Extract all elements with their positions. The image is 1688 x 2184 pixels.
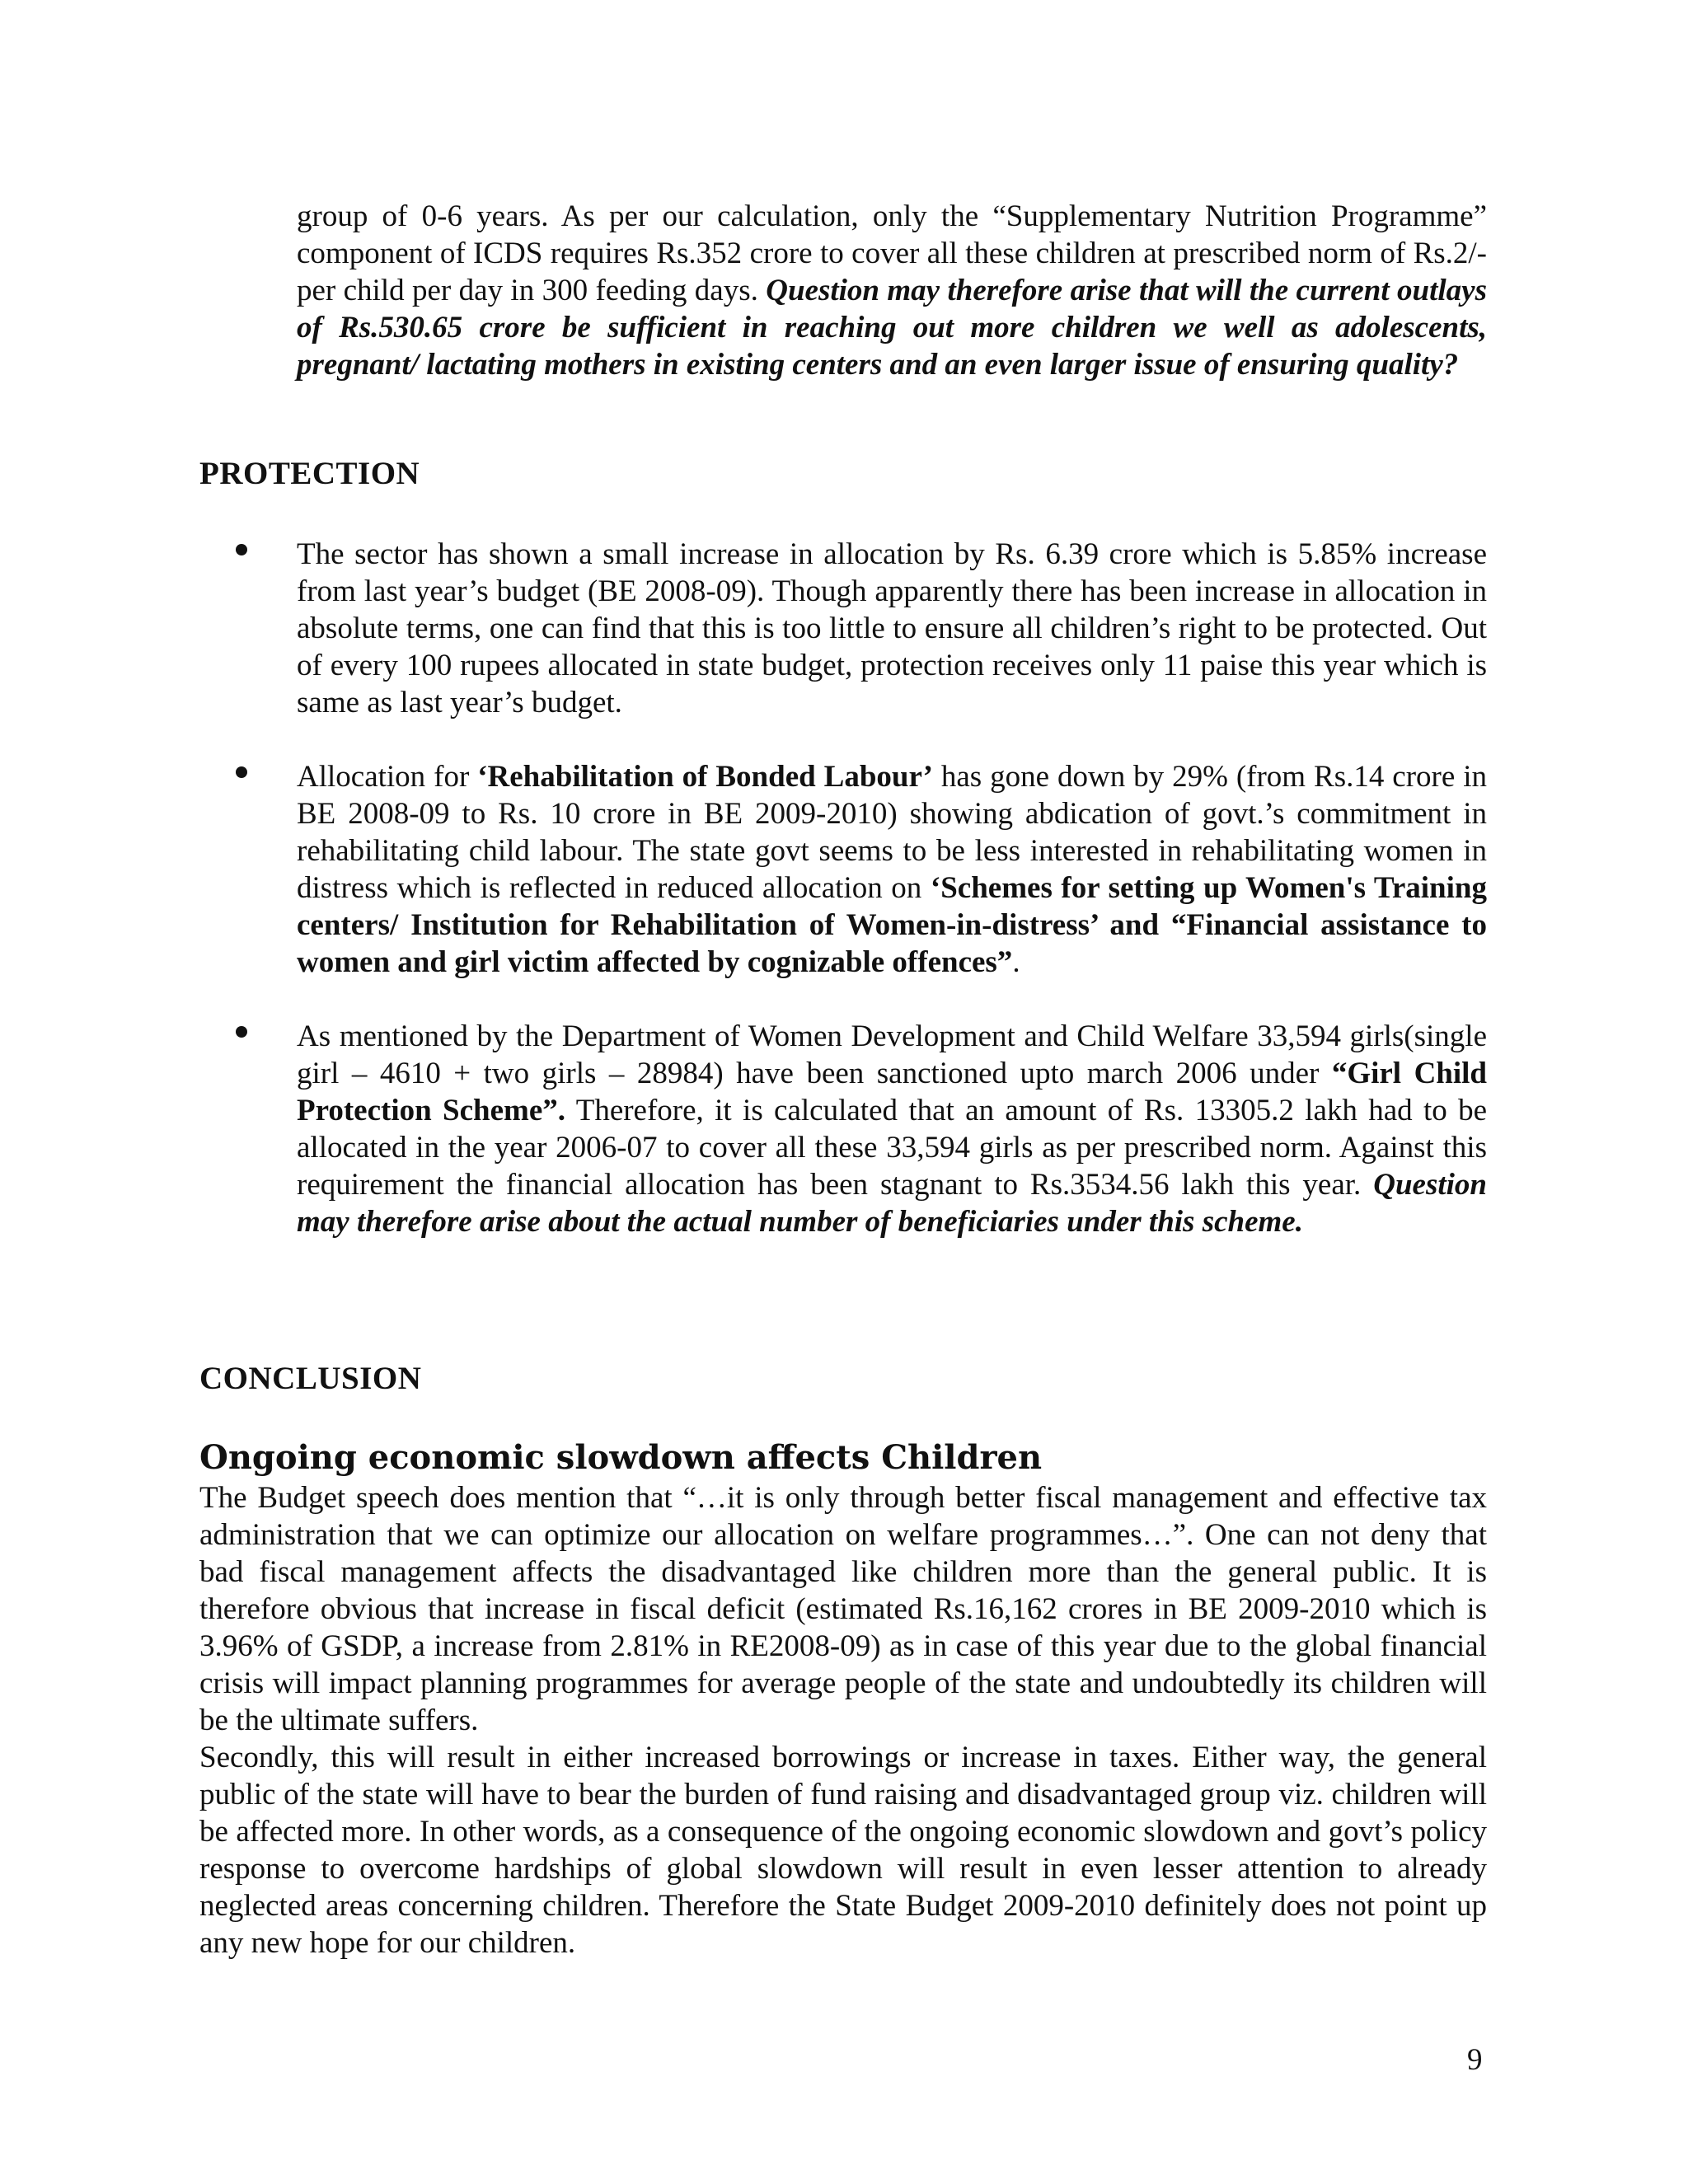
bullet-bold-text: ‘Rehabilitation of Bonded Labour’ xyxy=(477,760,933,794)
conclusion-paragraph-2: Secondly, this will result in either increased borrowings or increase in taxes. Either way, the general public of the state will have to bear the burden of fund raising and disadvantaged group viz. children will be affected more. In other words, as a consequence of the ongoing economic slowdown and govt’s policy response to overcome hardships of global slowdown will result in even lesser attention to already neglected areas concerning children. Therefore the State Budget 2009-2010 definitely does not point up any new hope for our children. xyxy=(199,1741,1487,1960)
intro-question: Question may therefore arise that will the current outlays of Rs.530.65 crore be sufficient in reaching out more children we well as adolescents, pregnant/ lactating mothers in existing centers and an even larger issue of ensuring quality? xyxy=(297,274,1487,382)
protection-heading: PROTECTION xyxy=(199,456,420,491)
bullet-icon xyxy=(236,1026,247,1038)
conclusion-subheading: Ongoing economic slowdown affects Children xyxy=(199,1438,1043,1477)
conclusion-body xyxy=(199,1479,1487,1961)
bullet-text-part: Therefore, it is calculated that an amount of Rs. 13305.2 lakh had to be allocated in the year 2006-07 to cover all these 33,594 girls as per prescribed norm. Against this requirement the financial allocation has been stagnant to Rs.3534.56 lakh this year. xyxy=(297,1094,1488,1202)
intro-paragraph xyxy=(297,198,1487,383)
page-number: 9 xyxy=(1467,2043,1483,2077)
bullet-icon xyxy=(236,544,247,555)
bullet-question: Question may therefore arise about the actual number of beneficiaries under this scheme. xyxy=(297,1168,1487,1239)
bullet-text-part: Allocation for xyxy=(297,760,478,794)
protection-bullet-2 xyxy=(199,758,1487,981)
bullet-text-part: has gone down by 29% (from Rs.14 crore in BE 2008-09 to Rs. 10 crore in BE 2009-2010) showing abdication of govt.’s commitment in rehabilitating child labour. The state govt seems to be less interested in rehabilitating women in distress which is reflected in reduced allocation on xyxy=(297,760,1487,905)
bullet-text-part: . xyxy=(1012,945,1020,979)
protection-bullet-1 xyxy=(199,536,1487,721)
bullet-icon xyxy=(236,766,247,778)
protection-bullet-list xyxy=(199,536,1487,1277)
bullet-bold-text: “Girl Child Protection Scheme”. xyxy=(297,1057,1487,1127)
conclusion-heading: CONCLUSION xyxy=(199,1361,422,1396)
bullet-text: The sector has shown a small increase in allocation by Rs. 6.39 crore which is 5.85% increase from last year’s budget (BE 2008-09). Though apparently there has been increase in allocation in absolute terms, one can find that this is too little to ensure all children’s right to be protected. Out of every 100 rupees allocated in state budget, protection receives only 11 paise this year which is same as last year’s budget. xyxy=(297,537,1487,719)
intro-text: group of 0-6 years. As per our calculation, only the “Supplementary Nutrition Programme” component of ICDS requires Rs.352 crore to cover all these children at prescribed norm of Rs.2/- per child per day in 300 feeding days. xyxy=(297,199,1487,307)
bullet-bold-text: ‘Schemes for setting up Women's Training centers/ Institution for Rehabilitation of Women-in-distress’ and “Financial assistance to women and girl victim affected by cognizable offences” xyxy=(297,871,1487,979)
bullet-text-part: As mentioned by the Department of Women Development and Child Welfare 33,594 girls(single girl – 4610 + two girls – 28984) have been sanctioned upto march 2006 under xyxy=(297,1019,1487,1090)
protection-bullet-3 xyxy=(199,1018,1487,1240)
conclusion-paragraph-1: The Budget speech does mention that “…it is only through better fiscal management and effective tax administration that we can optimize our allocation on welfare programmes…”. One can not deny that bad fiscal management affects the disadvantaged like children more than the general public. It is therefore obvious that increase in fiscal deficit (estimated Rs.16,162 crores in BE 2009-2010 which is 3.96% of GSDP, a increase from 2.81% in RE2008-09) as in case of this year due to the global financial crisis will impact planning programmes for average people of the state and undoubtedly its children will be the ultimate suffers. xyxy=(199,1481,1487,1737)
